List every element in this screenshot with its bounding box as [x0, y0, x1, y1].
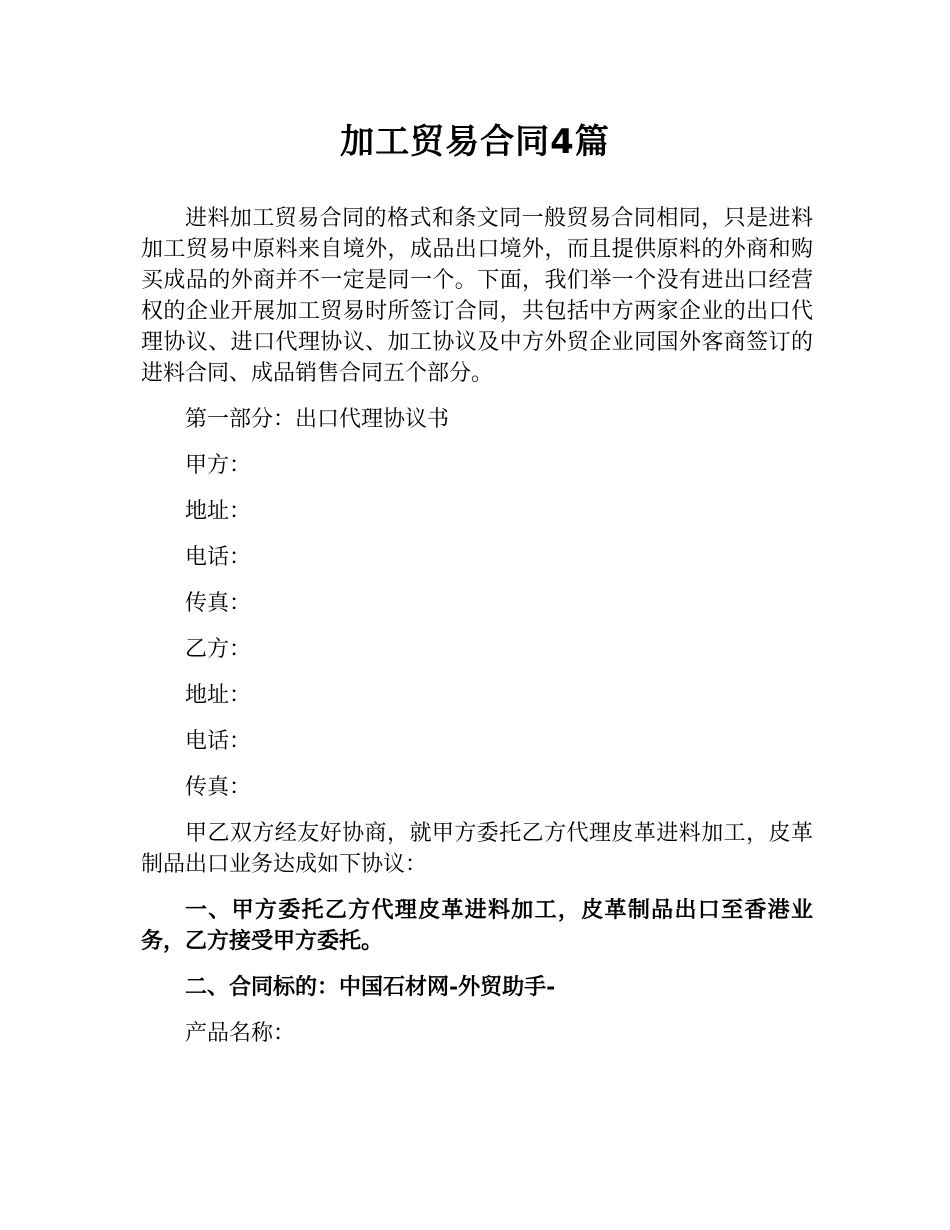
party-b-label: 乙方： [185, 637, 252, 662]
document-body [141, 203, 813, 1064]
party-a-phone-label: 电话： [185, 545, 252, 570]
party-b-address-label: 地址： [185, 683, 252, 708]
clause-one: 一、甲方委托乙方代理皮革进料加工，皮革制品出口至香港业务，乙方接受甲方委托。 [141, 897, 813, 954]
section-heading: 第一部分：出口代理协议书 [185, 407, 450, 432]
agreement-paragraph: 甲乙双方经友好协商，就甲方委托乙方代理皮革进料加工，皮革制品出口业务达成如下协议： [141, 821, 813, 877]
party-b-phone-label: 电话： [185, 729, 252, 754]
party-a-label: 甲方： [185, 453, 252, 478]
party-b-fax-label: 传真： [185, 775, 252, 800]
party-a-fax-label: 传真： [185, 591, 252, 616]
party-a-address-label: 地址： [185, 499, 252, 524]
clause-two: 二、合同标的：中国石材网-外贸助手- [185, 974, 556, 1000]
product-name-label: 产品名称： [185, 1021, 296, 1046]
document-title: 加工贸易合同4篇 [340, 122, 610, 162]
intro-paragraph: 进料加工贸易合同的格式和条文同一般贸易合同相同，只是进料加工贸易中原料来自境外，成品出口境外，而且提供原料的外商和购买成品的外商并不一定是同一个。下面，我们举一个没有进出口经营权的企业开展加工贸易时所签订合同，共包括中方两家企业的出口代理协议、进口代理协议、加工协议及中方外贸企业同国外客商签订的进料合同、成品销售合同五个部分。 [141, 206, 813, 386]
